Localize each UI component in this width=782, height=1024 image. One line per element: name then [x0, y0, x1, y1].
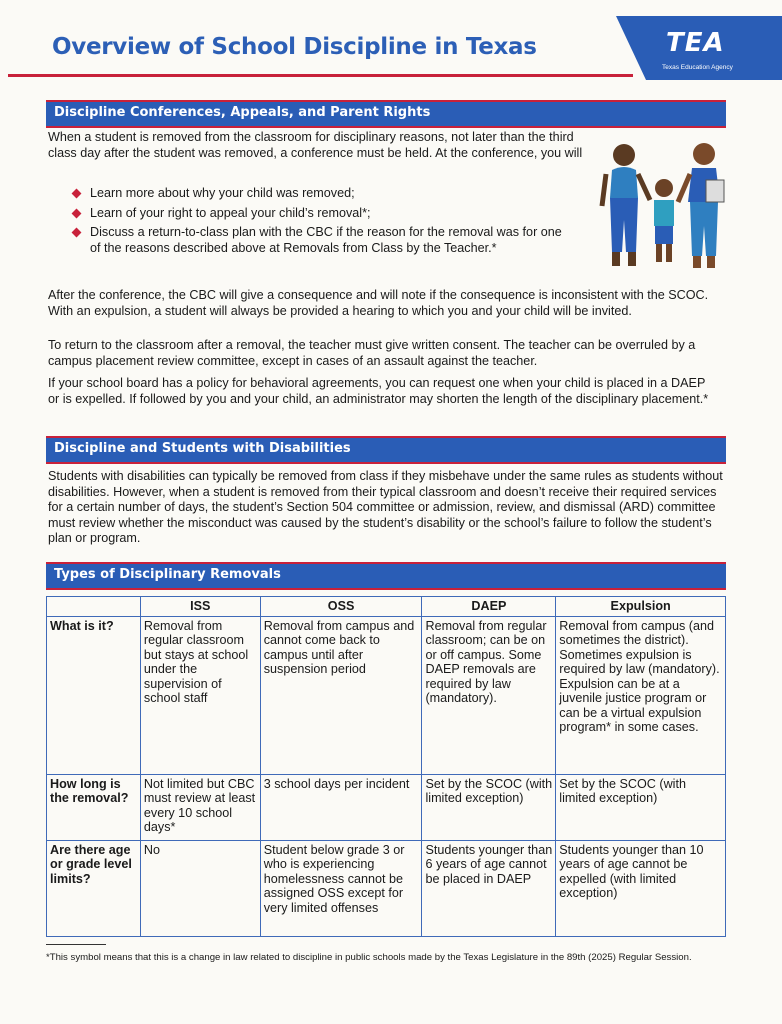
conference-bullet-list	[72, 186, 572, 260]
tea-logo-subtitle: Texas Education Agency	[662, 64, 733, 71]
table-header-cell: ISS	[140, 597, 260, 617]
table-cell: 3 school days per incident	[260, 774, 422, 840]
tea-logo-text: TEA	[666, 28, 725, 58]
table-cell: Students younger than 6 years of age cannot be placed in DAEP	[422, 840, 556, 936]
table-cell: Student below grade 3 or who is experiencing homelessness cannot be assigned OSS except for very limited offenses	[260, 840, 422, 936]
table-row	[47, 774, 726, 840]
title-underline	[8, 74, 633, 77]
section-heading-disabilities	[46, 436, 726, 464]
page-title: Overview of School Discipline in Texas	[52, 34, 537, 60]
removal-types-table	[46, 596, 726, 937]
row-header: What is it?	[47, 616, 141, 774]
family-illustration	[598, 140, 730, 272]
list-item: Learn of your right to appeal your child’s removal*;	[72, 206, 572, 222]
bullet-diamond-icon	[72, 228, 82, 238]
row-header: Are there age or grade level limits?	[47, 840, 141, 936]
table-cell: Removal from campus and cannot come back to campus until after suspension period	[260, 616, 422, 774]
bullet-diamond-icon	[72, 208, 82, 218]
table-header-cell	[47, 597, 141, 617]
table-cell: Set by the SCOC (with limited exception)	[422, 774, 556, 840]
conference-intro: When a student is removed from the classroom for disciplinary reasons, not later than the third class day after the student was removed, a conference must be held. At the conference, you will	[48, 130, 583, 160]
table-header-cell: DAEP	[422, 597, 556, 617]
section-heading-text: Types of Disciplinary Removals	[54, 567, 281, 582]
return-paragraph: To return to the classroom after a removal, the teacher must give written consent. The teacher can be overruled by a campus placement review committee, except in cases of an assault against the teacher.	[48, 338, 696, 368]
table-cell: No	[140, 840, 260, 936]
list-item: Learn more about why your child was removed;	[72, 186, 572, 202]
table-row	[47, 616, 726, 774]
section-heading-text: Discipline Conferences, Appeals, and Parent Rights	[54, 105, 431, 120]
section-heading-removals	[46, 562, 726, 590]
table-cell: Removal from campus (and sometimes the district). Sometimes expulsion is required by law (mandatory). Expulsion can be at a juvenile justice program or can be a virtual expulsion program* in some cases.	[556, 616, 726, 774]
disabilities-paragraph: Students with disabilities can typically be removed from class if they misbehave under the same rules as students without disabilities. However, when a student is removed from their typical classroom and doesn’t receive their required services for a certain number of days, the student’s Section 504 committee or admission, review, and dismissal (ARD) committee must review whether the misconduct was caused by the student’s disability or the school’s failure to follow the student’s plan or program.	[48, 469, 723, 545]
conference-paragraph: After the conference, the CBC will give a consequence and will note if the consequence is inconsistent with the SCOC. With an expulsion, a student will always be provided a hearing to which you and your child will be invited.	[48, 288, 709, 318]
table-header-cell: Expulsion	[556, 597, 726, 617]
section-heading-text: Discipline and Students with Disabilities	[54, 441, 351, 456]
table-header-row	[47, 597, 726, 617]
table-cell: Not limited but CBC must review at least every 10 school days*	[140, 774, 260, 840]
footnote-rule	[46, 944, 106, 945]
row-header: How long is the removal?	[47, 774, 141, 840]
list-item: Discuss a return-to-class plan with the CBC if the reason for the removal was for one of the reasons described above at Removals from Class by the Teacher.*	[72, 225, 570, 256]
section-heading-conferences	[46, 100, 726, 128]
footnote: *This symbol means that this is a change in law related to discipline in public schools made by the Texas Legislature in the 89th (2025) Regular Session.	[46, 952, 692, 963]
behavioral-agreement-paragraph: If your school board has a policy for behavioral agreements, you can request one when your child is placed in a DAEP or is expelled. If followed by you and your child, an administrator may shorten the length of the disciplinary placement.*	[48, 376, 709, 406]
table-cell: Removal from regular classroom; can be on or off campus. Some DAEP removals are required by law (mandatory).	[422, 616, 556, 774]
table-cell: Students younger than 10 years of age cannot be expelled (with limited exception)	[556, 840, 726, 936]
bullet-diamond-icon	[72, 189, 82, 199]
table-cell: Set by the SCOC (with limited exception)	[556, 774, 726, 840]
table-row	[47, 840, 726, 936]
table-cell: Removal from regular classroom but stays at school under the supervision of school staff	[140, 616, 260, 774]
table-header-cell: OSS	[260, 597, 422, 617]
